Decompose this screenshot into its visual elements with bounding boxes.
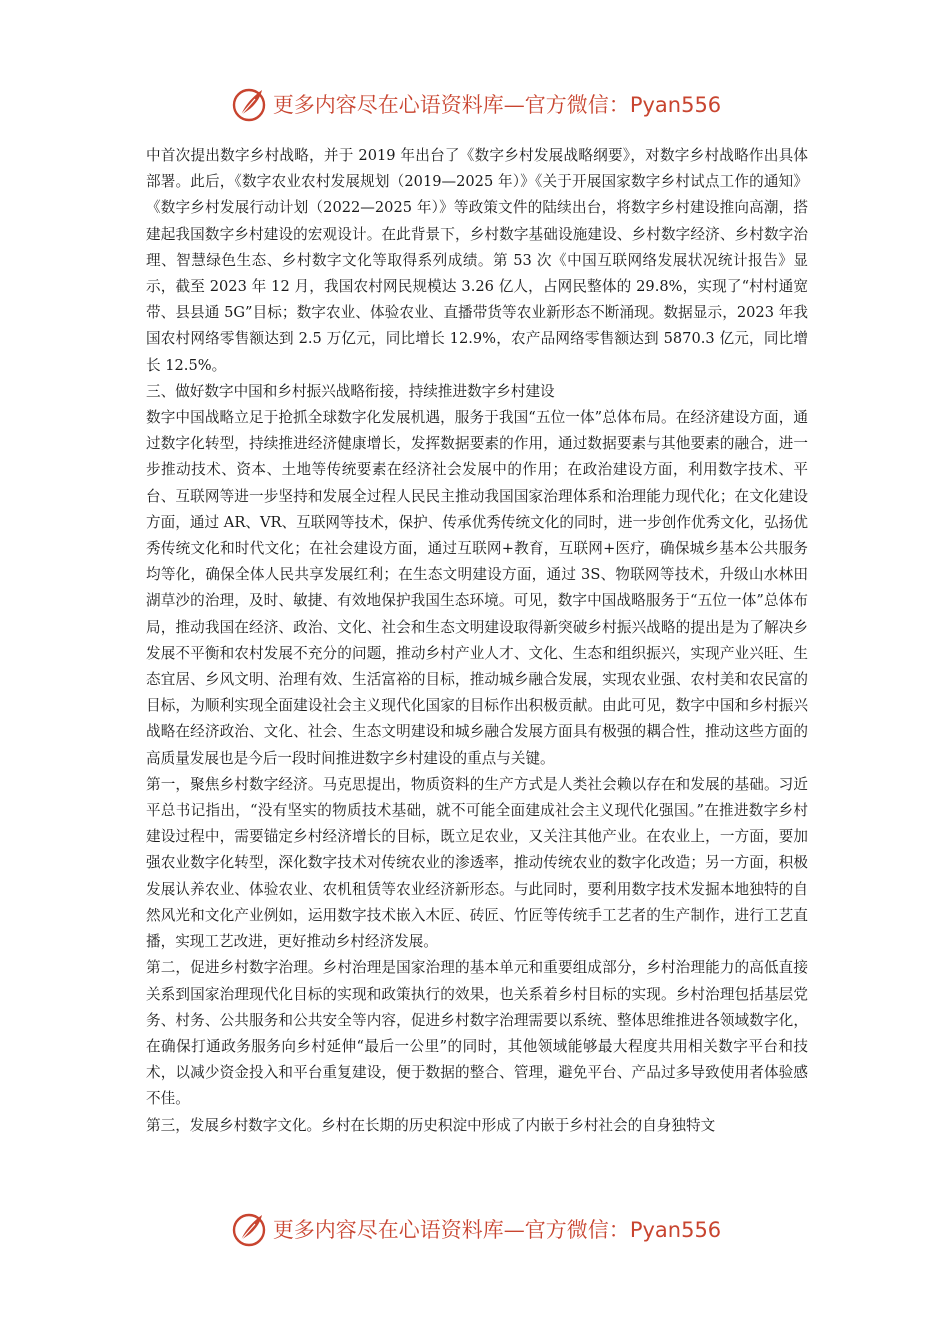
watermark-text: [273, 89, 721, 119]
document-body: [146, 143, 808, 1139]
watermark-wechat-id: Pyan556: [629, 93, 722, 117]
watermark-brand: 更多内容尽在心语资料库—官方微信：: [272, 93, 630, 117]
paragraph: 第二，促进乡村数字治理。乡村治理是国家治理的基本单元和重要组成部分，乡村治理能力的高低直接关系到国家治理现代化目标的实现和政策执行的效果，也关系着乡村目标的实现。乡村治理包括基层党务、村务、公共服务和公共安全等内容，促进乡村数字治理需要以系统、整体思维推进各领域数字化，在确保打通政务服务向乡村延伸“最后一公里”的同时，其他领域能够最大程度共用相关数字平台和技术，以减少资金投入和平台重复建设，便于数据的整合、管理，避免平台、产品过多导致使用者体验感不佳。: [146, 959, 808, 1108]
paragraph: 第三，发展乡村数字文化。乡村在长期的历史积淀中形成了内嵌于乡村社会的自身独特文: [146, 1116, 716, 1134]
header-watermark: [0, 82, 950, 126]
watermark-wechat-id: Pyan556: [629, 1218, 722, 1242]
section-heading: 三、做好数字中国和乡村振兴战略衔接，持续推进数字乡村建设: [146, 382, 555, 400]
paragraph: 数字中国战略立足于抢抓全球数字化发展机遇，服务于我国“五位一体”总体布局。在经济建设方面，通过数字化转型，持续推进经济健康增长，发挥数据要素的作用，通过数据要素与其他要素的融合，进一步推动技术、资本、土地等传统要素在经济社会发展中的作用；在政治建设方面，利用数字技术、平台、互联网等进一步坚持和发展全过程人民民主推动我国国家治理体系和治理能力现代化；在文化建设方面，通过 AR、VR、互联网等技术，保护、传承优秀传统文化的同时，进一步创作优秀文化，弘扬优秀传统文化和时代文化；在社会建设方面，通过互联网+教育，互联网+医疗，确保城乡基本公共服务均等化，确保全体人民共享发展红利；在生态文明建设方面，通过 3S、物联网等技术，升级山水林田湖草沙的治理，及时、敏捷、有效地保护我国生态环境。可见，数字中国战略服务于“五位一体”总体布局，推动我国在经济、政治、文化、社会和生态文明建设取得新突破乡村振兴战略的提出是为了解决乡发展不平衡和农村发展不充分的问题，推动乡村产业人才、文化、生态和组织振兴，实现产业兴旺、生态宜居、乡风文明、治理有效、生活富裕的目标，推动城乡融合发展，实现农业强、农村美和农民富的目标，为顺利实现全面建设社会主义现代化国家的目标作出积极贡献。由此可见，数字中国和乡村振兴战略在经济政治、文化、社会、生态文明建设和城乡融合发展方面具有极强的耦合性，推动这些方面的高质量发展也是今后一段时间推进数字乡村建设的重点与关键。: [146, 409, 808, 767]
quill-pen-logo-icon: [229, 1209, 269, 1249]
watermark-brand: 更多内容尽在心语资料库—官方微信：: [272, 1218, 630, 1242]
watermark-text: [273, 1214, 721, 1244]
footer-watermark: [0, 1207, 950, 1251]
paragraph: 中首次提出数字乡村战略，并于 2019 年出台了《数字乡村发展战略纲要》，对数字乡村战略作出具体部署。此后，《数字农业农村发展规划（2019—2025 年）》《关于开展国家数字乡村试点工作的通知》《数字乡村发展行动计划（2022—2025 年）》等政策文件的陆续出台，将数字乡村建设推向高潮，搭建起我国数字乡村建设的宏观设计。在此背景下，乡村数字基础设施建设、乡村数字经济、乡村数字治理、智慧绿色生态、乡村数字文化等取得系列成绩。第 53 次《中国互联网络发展状况统计报告》显示，截至 2023 年 12 月，我国农村网民规模达 3.26 亿人，占网民整体的 29.8%，实现了“村村通宽带、县县通 5G”目标；数字农业、体验农业、直播带货等农业新形态不断涌现。数据显示，2023 年我国农村网络零售额达到 2.5 万亿元，同比增长 12.9%，农产品网络零售额达到 5870.3 亿元，同比增长 12.5%。: [146, 147, 808, 374]
quill-pen-logo-icon: [229, 84, 269, 124]
paragraph: 第一，聚焦乡村数字经济。马克思提出，物质资料的生产方式是人类社会赖以存在和发展的基础。习近平总书记指出，“没有坚实的物质技术基础，就不可能全面建成社会主义现代化强国。”在推进数字乡村建设过程中，需要锚定乡村经济增长的目标，既立足农业，又关注其他产业。在农业上，一方面，要加强农业数字化转型，深化数字技术对传统农业的渗透率，推动传统农业的数字化改造；另一方面，积极发展认养农业、体验农业、农机租赁等农业经济新形态。与此同时，要利用数字技术发掘本地独特的自然风光和文化产业例如，运用数字技术嵌入木匠、砖匠、竹匠等传统手工艺者的生产制作，进行工艺直播，实现工艺改进，更好推动乡村经济发展。: [146, 775, 808, 951]
